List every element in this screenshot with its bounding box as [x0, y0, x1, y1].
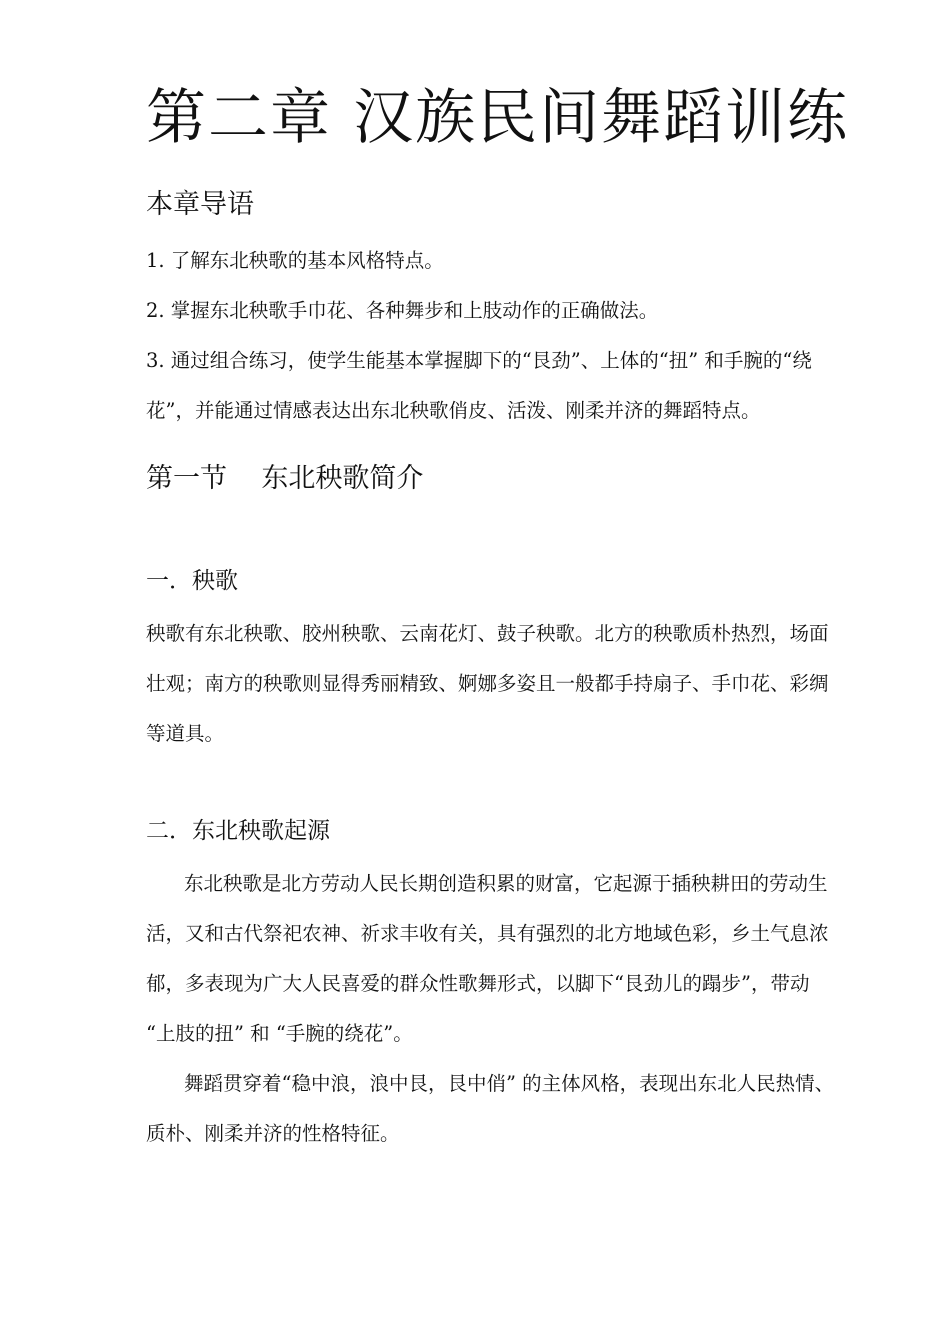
intro-heading: 本章导语 [146, 189, 254, 220]
chapter-title: 第二章 汉族民间舞蹈训练 [146, 83, 850, 153]
paragraph-line: 活，又和古代祭祀农神、祈求丰收有关，具有强烈的北方地域色彩，乡土气息浓 [146, 922, 829, 945]
paragraph-line: 质朴、刚柔并济的性格特征。 [146, 1122, 400, 1145]
intro-line: 2. 掌握东北秧歌手巾花、各种舞步和上肢动作的正确做法。 [146, 299, 659, 322]
paragraph-line: 郁，多表现为广大人民喜爱的群众性歌舞形式，以脚下“艮劲儿的蹋步”，带动 [146, 972, 810, 995]
section-title: 第一节 东北秧歌简介 [146, 463, 424, 494]
paragraph-line: 壮观；南方的秧歌则显得秀丽精致、婀娜多姿且一般都手持扇子、手巾花、彩绸 [146, 672, 829, 695]
subsection-title-yangge: 一．秧歌 [146, 568, 238, 594]
subsection-body-yangge [146, 609, 829, 759]
intro-line: 花”，并能通过情感表达出东北秧歌俏皮、活泼、刚柔并济的舞蹈特点。 [146, 399, 761, 422]
paragraph-line: 东北秧歌是北方劳动人民长期创造积累的财富，它起源于插秧耕田的劳动生 [184, 872, 828, 895]
intro-line: 1. 了解东北秧歌的基本风格特点。 [146, 249, 444, 272]
paragraph-line: 秧歌有东北秧歌、胶州秧歌、云南花灯、鼓子秧歌。北方的秧歌质朴热烈，场面 [146, 622, 829, 645]
paragraph-line: 等道具。 [146, 722, 225, 745]
subsection-body-origin [146, 859, 835, 1159]
intro-line: 3. 通过组合练习，使学生能基本掌握脚下的“艮劲”、上体的“扭” 和手腕的“绕 [146, 349, 812, 372]
subsection-title-origin: 二．东北秧歌起源 [146, 818, 330, 844]
paragraph-line: 舞蹈贯穿着“稳中浪，浪中艮，艮中俏” 的主体风格，表现出东北人民热情、 [184, 1072, 835, 1095]
paragraph-line: “上肢的扭” 和 “手腕的绕花”。 [146, 1022, 413, 1045]
intro-objectives [146, 236, 814, 436]
